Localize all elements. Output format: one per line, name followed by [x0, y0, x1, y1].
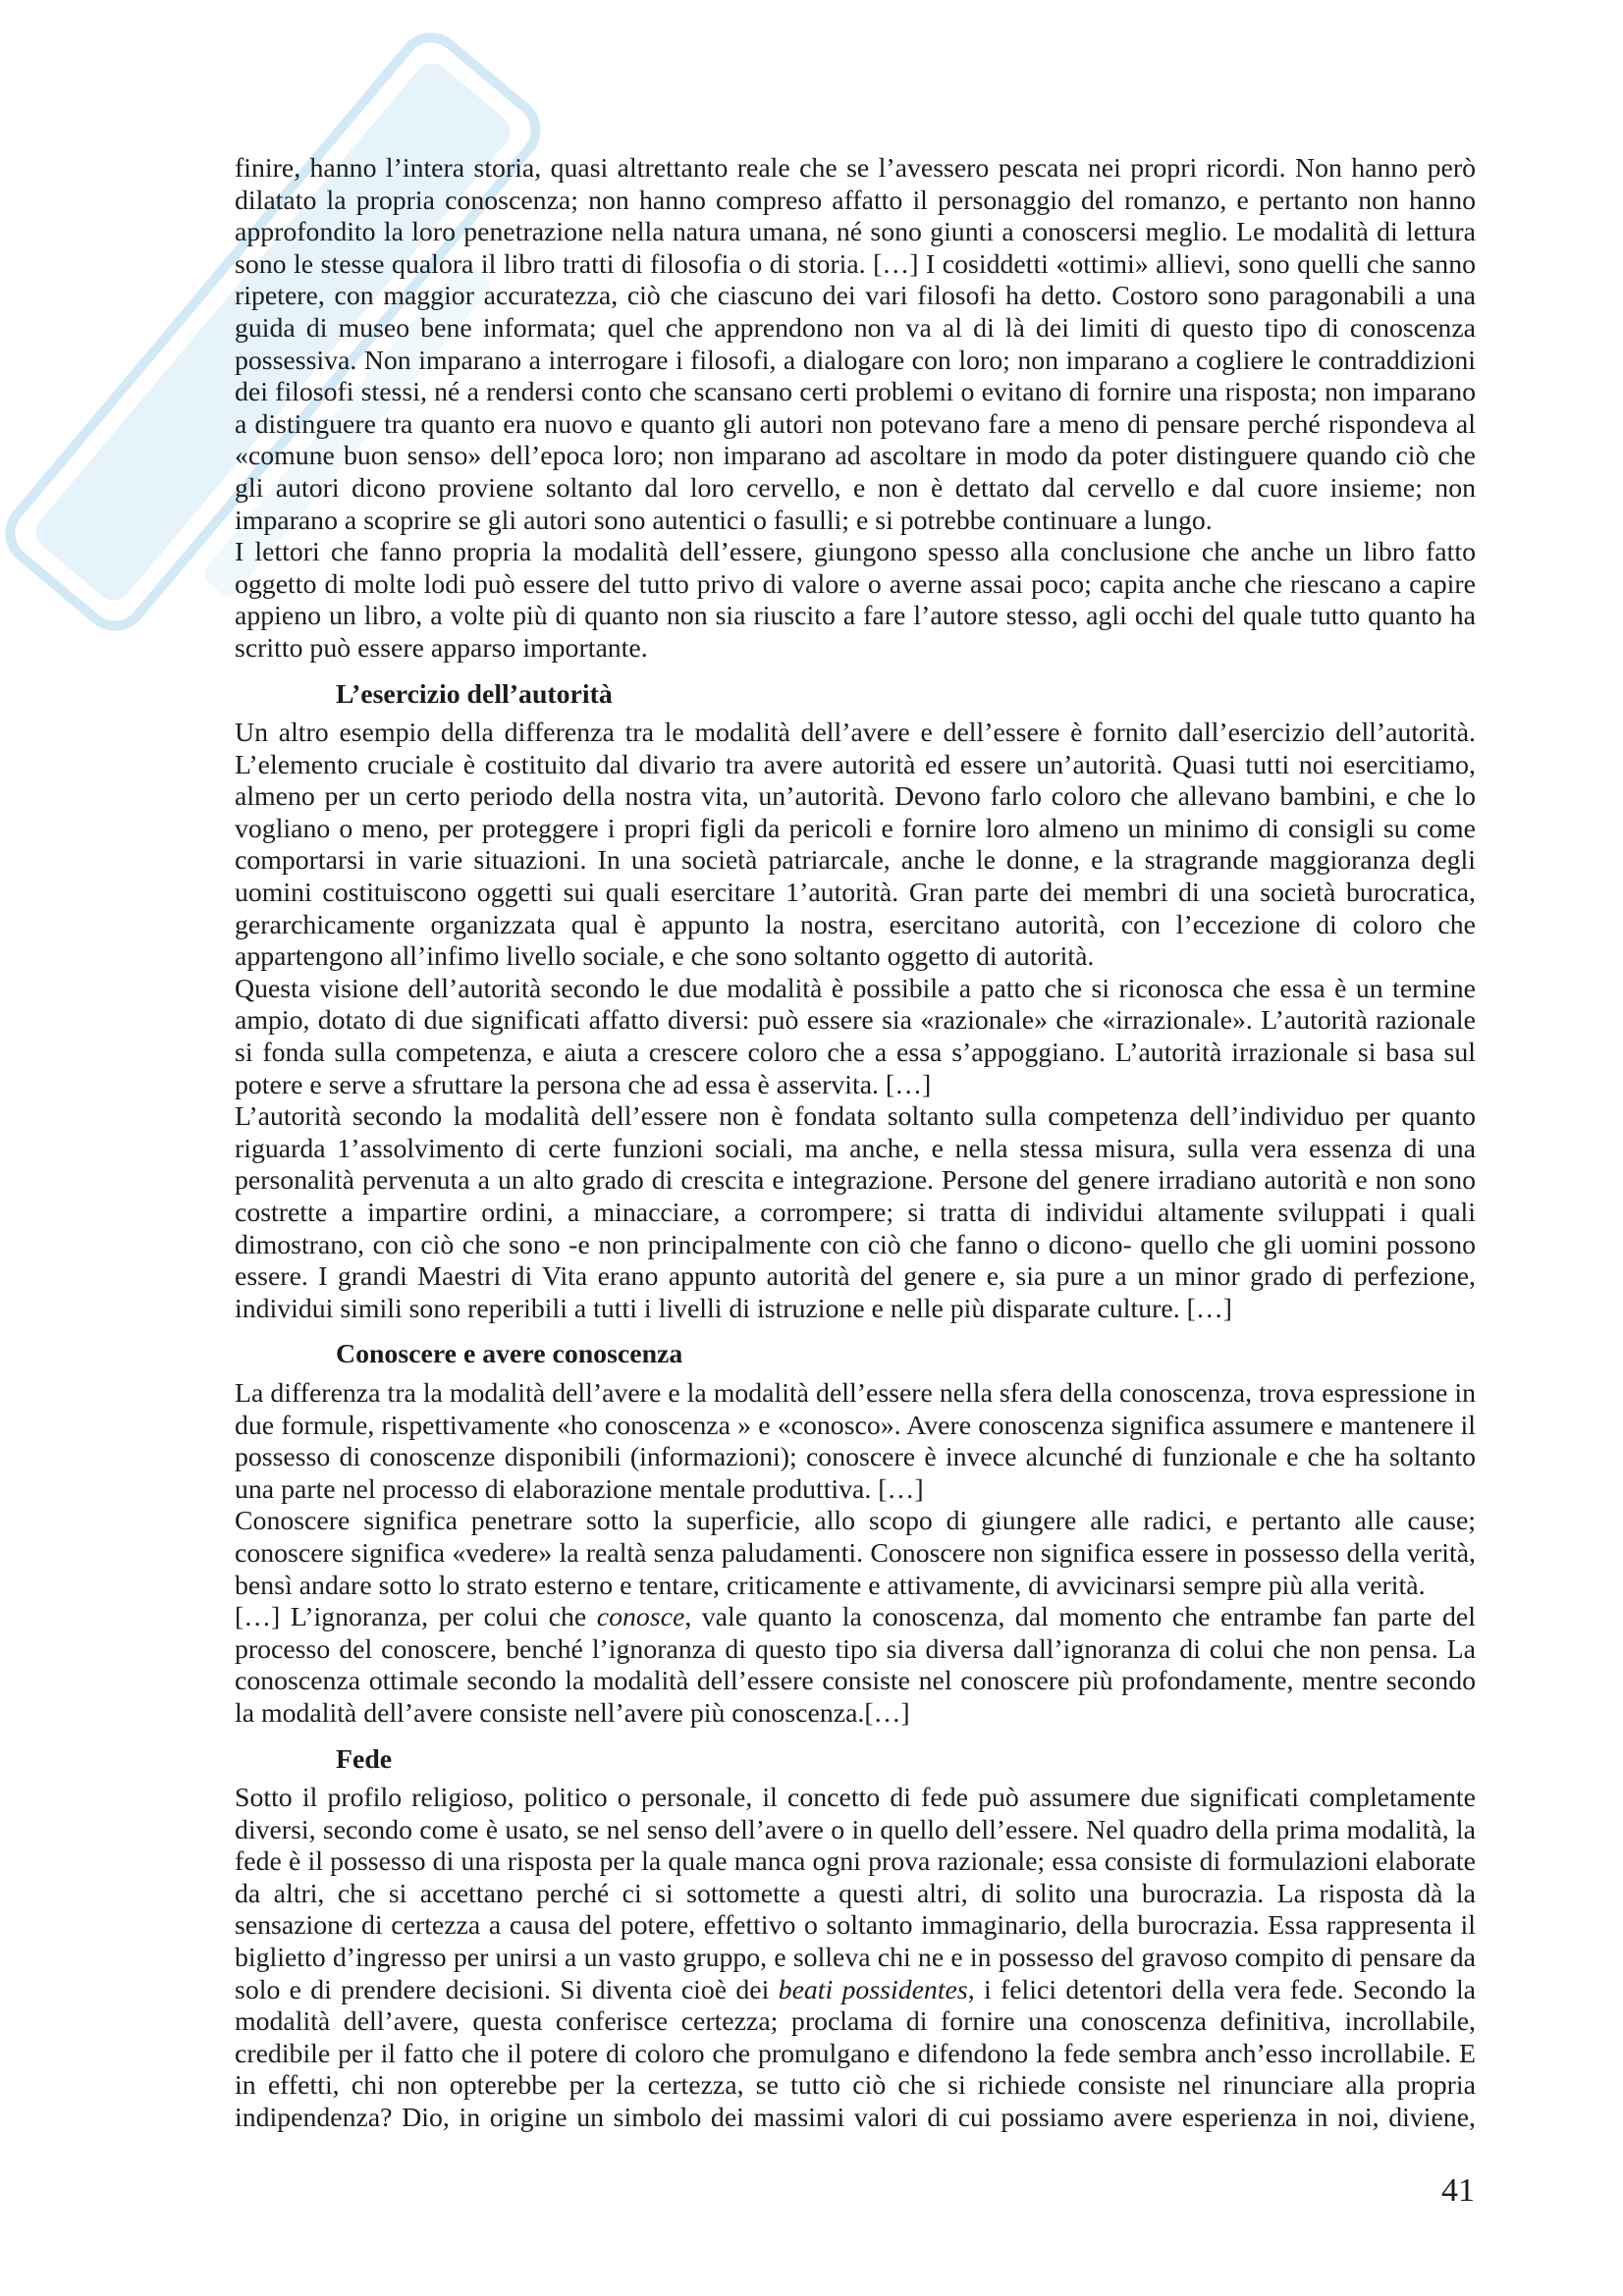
paragraph: [235, 1783, 1476, 2135]
text-run: […] L’ignoranza, per colui che: [235, 1602, 597, 1633]
paragraph: La differenza tra la modalità dell’avere e la modalità dell’essere nella sfera della conoscenza, trova espressione in due formule, rispettivamente «ho conoscenza » e «conosco». Avere conoscenza significa assumere e mantenere il possesso di conoscenze disponibili (informazioni); conoscere è invece alcunché di funzionale e che ha soltanto una parte nel processo di elaborazione mentale produttiva. […]: [235, 1377, 1476, 1505]
paragraph: Questa visione dell’autorità secondo le due modalità è possibile a patto che si riconosca che essa è un termine ampio, dotato di due significati affatto diversi: può essere sia «razionale» che «irrazionale». L’autorità razionale si fonda sulla competenza, e aiuta a crescere coloro che a essa s’appoggiano. L’autorità irrazionale si basa sul potere e serve a sfruttare la persona che ad essa è asservita. […]: [235, 973, 1476, 1100]
italic-term: beati possidentes: [778, 1974, 968, 2005]
section-heading-faith: Fede: [336, 1743, 393, 1775]
text-run: , vale quanto la conoscenza, dal momento che entrambe fan parte del processo del conoscere, benché l’ignoranza di questo tipo sia diversa dall’ignoranza di colui che non pensa. La conoscenza ottimale secondo la modalità dell’essere consiste nel conoscere più profondamente, mentre secondo la modalità dell’avere consiste nell’avere più conoscenza.[…]: [235, 1602, 1476, 1729]
italic-term: conosce: [596, 1602, 685, 1633]
paragraph: finire, hanno l’intera storia, quasi altrettanto reale che se l’avessero pescata nei propri ricordi. Non hanno però dilatato la propria conoscenza; non hanno compreso affatto il personaggio del romanzo, e pertanto non hanno approfondito la loro penetrazione nella natura umana, né sono giunti a conoscersi meglio. Le modalità di lettura sono le stesse qualora il libro tratti di filosofia o di storia. […] I cosiddetti «ottimi» allievi, sono quelli che sanno ripetere, con maggior accuratezza, ciò che ciascuno dei vari filosofi ha detto. Costoro sono paragonabili a una guida di museo bene informata; quel che apprendono non va al di là dei limiti di questo tipo di conoscenza possessiva. Non imparano a interrogare i filosofi, a dialogare con loro; non imparano a cogliere le contraddizioni dei filosofi stessi, né a rendersi conto che scansano certi problemi o evitano di fornire una risposta; non imparano a distinguere tra quanto era nuovo e quanto gli autori non potevano fare a meno di pensare perché rispondeva al «comune buon senso» dell’epoca loro; non imparano ad ascoltare in modo da poter distinguere quando ciò che gli autori dicono proviene soltanto dal loro cervello, e non è dettato dal cervello e dal cuore insieme; non imparano a scoprire se gli autori sono autentici o fasulli; e si potrebbe continuare a lungo.: [235, 153, 1476, 536]
paragraph: I lettori che fanno propria la modalità dell’essere, giungono spesso alla conclusione che anche un libro fatto oggetto di molte lodi può essere del tutto privo di valore o averne assai poco; capita anche che riescano a capire appieno un libro, a volte più di quanto non sia riuscito a fare l’autore stesso, agli occhi del quale tutto quanto ha scritto può essere apparso importante.: [235, 537, 1476, 664]
page-text: [235, 153, 1476, 2135]
section-heading-authority: L’esercizio dell’autorità: [336, 678, 613, 710]
paragraph: Un altro esempio della differenza tra le modalità dell’avere e dell’essere è fornito dall’esercizio dell’autorità. L’elemento cruciale è costituito dal divario tra avere autorità ed essere un’autorità. Quasi tutti noi esercitiamo, almeno per un certo periodo della nostra vita, un’autorità. Devono farlo coloro che allevano bambini, e che lo vogliano o meno, per proteggere i propri figli da pericoli e fornire loro almeno un minimo di consigli su come comportarsi in varie situazioni. In una società patriarcale, anche le donne, e la stragrande maggioranza degli uomini costituiscono oggetti sui quali esercitare 1’autorità. Gran parte dei membri di una società burocratica, gerarchicamente organizzata qual è appunto la nostra, esercitano autorità, con l’eccezione di coloro che appartengono all’infimo livello sociale, e che sono soltanto oggetto di autorità.: [235, 718, 1476, 973]
page-number: 41: [1441, 2172, 1475, 2209]
paragraph: Conoscere significa penetrare sotto la superficie, allo scopo di giungere alle radici, e pertanto alle cause; conoscere significa «vedere» la realtà senza paludamenti. Conoscere non significa essere in possesso della verità, bensì andare sotto lo strato esterno e tentare, criticamente e attivamente, di avvicinarsi sempre più alla verità.: [235, 1506, 1476, 1601]
paragraph: [235, 1602, 1476, 1730]
paragraph: L’autorità secondo la modalità dell’essere non è fondata soltanto sulla competenza dell’individuo per quanto riguarda 1’assolvimento di certe funzioni sociali, ma anche, e nella stessa misura, sulla vera essenza di una personalità pervenuta a un alto grado di crescita e integrazione. Persone del genere irradiano autorità e non sono costrette a impartire ordini, a minacciare, a corrompere; si tratta di individui altamente sviluppati i quali dimostrano, con ciò che sono -e non principalmente con ciò che fanno o dicono- quello che gli uomini possono essere. I grandi Maestri di Vita erano appunto autorità del genere e, sia pure a un minor grado di perfezione, individui simili sono reperibili a tutti i livelli di istruzione e nelle più disparate culture. […]: [235, 1101, 1476, 1324]
text-run: , i felici detentori della vera fede. Secondo la modalità dell’avere, questa conferisce certezza; proclama di fornire una conoscenza definitiva, incrollabile, credibile per il fatto che il potere di coloro che promulgano e difendono la fede sembra anch’esso incrollabile. E in effetti, chi non opterebbe per la certezza, se tutto ciò che si richiede consiste nel rinunciare alla propria indipendenza? Dio, in origine un simbolo dei massimi valori di cui possiamo avere esperienza in noi, diviene,: [235, 1974, 1476, 2134]
text-run: Sotto il profilo religioso, politico o personale, il concetto di fede può assumere due significati completamente diversi, secondo come è usato, se nel senso dell’avere o in quello dell’essere. Nel quadro della prima modalità, la fede è il possesso di una risposta per la quale manca ogni prova razionale; essa consiste di formulazioni elaborate da altri, che si accettano perché ci si sottomette a questi altri, di solito una burocrazia. La risposta dà la sensazione di certezza a causa del potere, effettivo o soltanto immaginario, della burocrazia. Essa rappresenta il biglietto d’ingresso per unirsi a un vasto gruppo, e solleva chi ne e in possesso del gravoso compito di pensare da solo e di prendere decisioni. Si diventa cioè dei: [235, 1783, 1476, 2005]
section-heading-knowledge: Conoscere e avere conoscenza: [336, 1339, 683, 1370]
